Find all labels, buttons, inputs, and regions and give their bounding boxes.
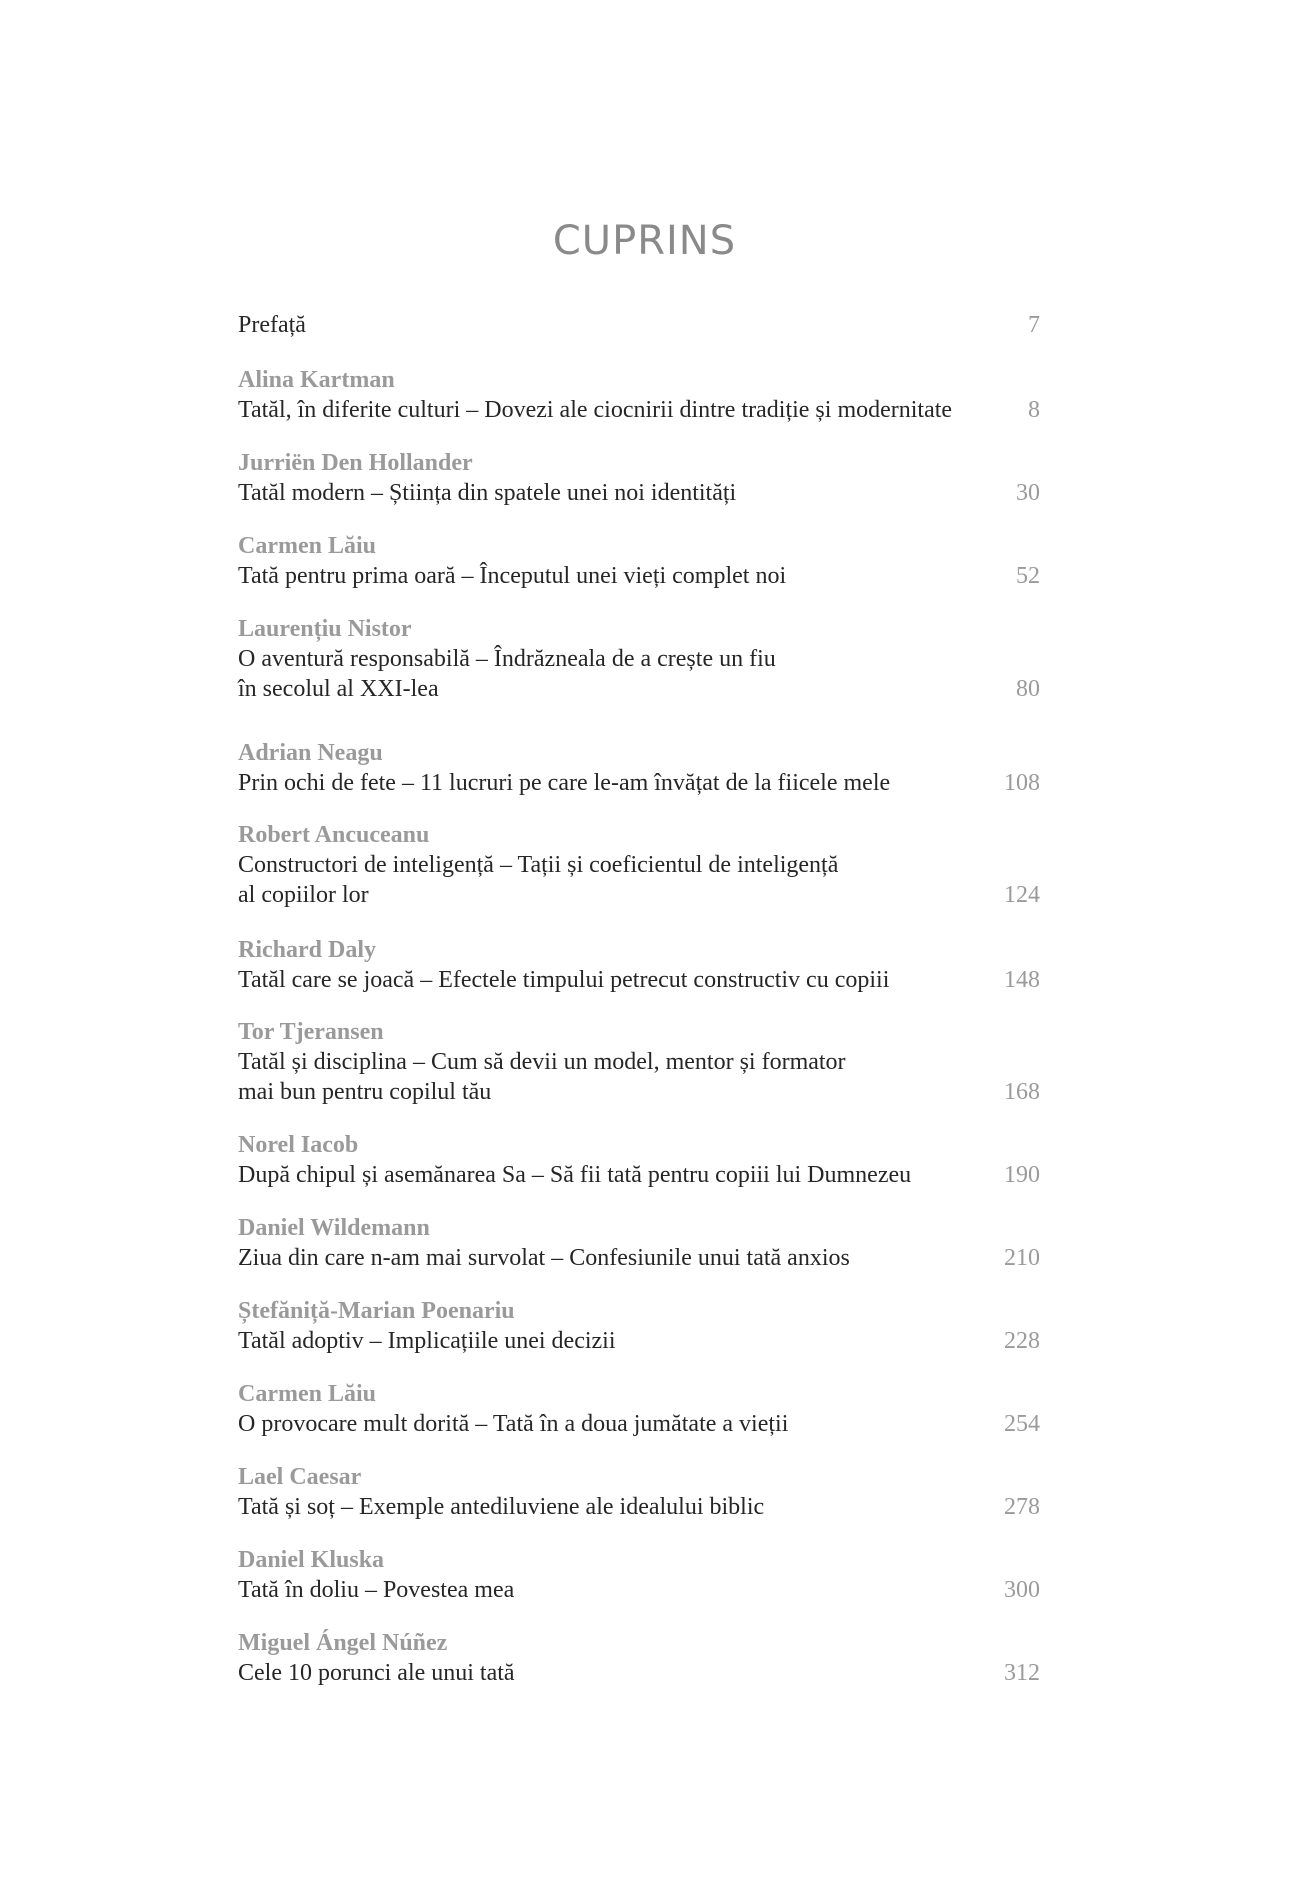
- toc-entry-title: O provocare mult dorită – Tată în a doua jumătate a vieții: [238, 1411, 789, 1437]
- toc-entry-author: Miguel Ángel Núñez: [238, 1630, 448, 1656]
- toc-entry-row: [238, 644, 1040, 704]
- toc-entry-page-number: 108: [1004, 770, 1040, 796]
- toc-entry-author: Daniel Wildemann: [238, 1215, 430, 1241]
- toc-entry-title: Tatăl modern – Știința din spatele unei noi identități: [238, 480, 737, 506]
- toc-entry-page-number: 190: [1004, 1162, 1040, 1188]
- toc-entry-page-number: 228: [1004, 1328, 1040, 1354]
- toc-entry-title: Ziua din care n-am mai survolat – Confesiunile unui tată anxios: [238, 1245, 850, 1271]
- toc-entry-page-number: 168: [1004, 1079, 1040, 1105]
- toc-entry-page-number: 254: [1004, 1411, 1040, 1437]
- toc-entry-title: Tatăl, în diferite culturi – Dovezi ale ciocnirii dintre tradiție și modernitate: [238, 397, 953, 423]
- toc-entry-row: [238, 965, 1040, 995]
- toc-entry-title: După chipul și asemănarea Sa – Să fii tată pentru copiii lui Dumnezeu: [238, 1162, 912, 1188]
- toc-entry-row: [238, 1047, 1040, 1107]
- toc-entry-author: Laurențiu Nistor: [238, 616, 412, 642]
- toc-entry-page-number: 80: [1016, 676, 1040, 702]
- toc-entry-page-number: 278: [1004, 1494, 1040, 1520]
- toc-entry: [238, 738, 1040, 798]
- toc-entry-page-number: 30: [1016, 480, 1040, 506]
- toc-entry: [238, 1379, 1040, 1439]
- toc-entry-title: Tată în doliu – Povestea mea: [238, 1577, 515, 1603]
- toc-entry-row: [238, 1575, 1040, 1605]
- toc-entry: [238, 448, 1040, 508]
- toc-entry-author: Richard Daly: [238, 937, 376, 963]
- toc-entry-author: Lael Caesar: [238, 1464, 362, 1490]
- toc-entry-title: Tatăl adoptiv – Implicațiile unei decizii: [238, 1328, 616, 1354]
- toc-entry-title: Prefață: [238, 312, 306, 338]
- toc-entry-row: [238, 1326, 1040, 1356]
- toc-entry-row: [238, 478, 1040, 508]
- toc-entry-title: al copiilor lor: [238, 882, 369, 908]
- toc-entry: [238, 1296, 1040, 1356]
- toc-entry-row: [238, 768, 1040, 798]
- toc-entry-author: Jurriën Den Hollander: [238, 450, 473, 476]
- toc-entry-author: Norel Iacob: [238, 1132, 359, 1158]
- toc-entry-row: [238, 310, 1040, 340]
- toc-entry-page-number: 8: [1028, 397, 1040, 423]
- toc-entry-title: Tatăl și disciplina – Cum să devii un model, mentor și formator: [238, 1049, 846, 1075]
- toc-entry-page-number: 210: [1004, 1245, 1040, 1271]
- toc-entry: [238, 310, 1040, 340]
- toc-entry: [238, 1213, 1040, 1273]
- toc-entry: [238, 1017, 1040, 1107]
- toc-entry-page-number: 312: [1004, 1660, 1040, 1686]
- toc-entry-title: în secolul al XXI-lea: [238, 676, 439, 702]
- toc-entry-title: Tatăl care se joacă – Efectele timpului petrecut constructiv cu copiii: [238, 967, 890, 993]
- toc-entry: [238, 820, 1040, 910]
- toc-entry-author: Alina Kartman: [238, 367, 395, 393]
- toc-entry: [238, 1545, 1040, 1605]
- toc-entry-row: [238, 395, 1040, 425]
- toc-entry-author: Carmen Lăiu: [238, 1381, 376, 1407]
- toc-entry-title: Constructori de inteligență – Tații și coeficientul de inteligență: [238, 852, 839, 878]
- toc-entry-row: [238, 1658, 1040, 1688]
- toc-entry: [238, 1462, 1040, 1522]
- toc-entry-page-number: 7: [1028, 312, 1040, 338]
- toc-entry-title: Prin ochi de fete – 11 lucruri pe care le-am învățat de la fiicele mele: [238, 770, 891, 796]
- toc-entry-title: O aventură responsabilă – Îndrăzneala de a crește un fiu: [238, 646, 776, 672]
- toc-entry: [238, 531, 1040, 591]
- toc-entry-title: Cele 10 porunci ale unui tată: [238, 1660, 515, 1686]
- toc-entry: [238, 1130, 1040, 1190]
- toc-entry-author: Ștefăniță-Marian Poenariu: [238, 1298, 515, 1324]
- page-title: CUPRINS: [552, 218, 737, 264]
- toc-entry-row: [238, 1243, 1040, 1273]
- toc-entry: [238, 1628, 1040, 1688]
- toc-entry-page-number: 124: [1004, 882, 1040, 908]
- toc-entry-title: Tată și soț – Exemple antediluviene ale idealului biblic: [238, 1494, 765, 1520]
- toc-entry: [238, 614, 1040, 704]
- toc-entry-page-number: 148: [1004, 967, 1040, 993]
- toc-entry-author: Carmen Lăiu: [238, 533, 376, 559]
- toc-entry-page-number: 300: [1004, 1577, 1040, 1603]
- toc-entry-row: [238, 1160, 1040, 1190]
- toc-entry-title: Tată pentru prima oară – Începutul unei vieți complet noi: [238, 563, 787, 589]
- toc-entry-row: [238, 1409, 1040, 1439]
- toc-entry-title: mai bun pentru copilul tău: [238, 1079, 492, 1105]
- toc-entry: [238, 365, 1040, 425]
- toc-entry-page-number: 52: [1016, 563, 1040, 589]
- toc-entry-author: Robert Ancuceanu: [238, 822, 430, 848]
- toc-entry: [238, 935, 1040, 995]
- toc-entry-author: Daniel Kluska: [238, 1547, 385, 1573]
- toc-entry-author: Tor Tjeransen: [238, 1019, 384, 1045]
- toc-entry-row: [238, 850, 1040, 910]
- toc-entry-author: Adrian Neagu: [238, 740, 383, 766]
- toc-entry-row: [238, 1492, 1040, 1522]
- toc-entry-row: [238, 561, 1040, 591]
